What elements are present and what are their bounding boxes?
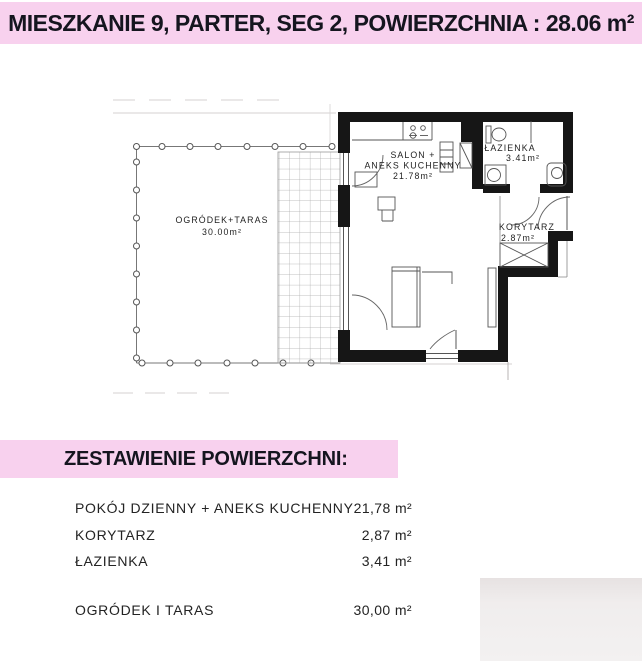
summary-row-label: KORYTARZ: [75, 527, 156, 543]
summary-heading: ZESTAWIENIE POWIERZCHNI:: [64, 447, 348, 470]
summary-row-value: 2,87 m²: [361, 527, 412, 543]
scan-shadow: [480, 578, 642, 661]
windows: [344, 153, 462, 359]
washbasin-icon: [485, 165, 506, 185]
salon-label-2: ANEKS KUCHENNY: [364, 160, 462, 171]
terrace-grid: [278, 152, 340, 363]
shaft-box: [500, 243, 548, 267]
summary-row-label: POKÓJ DZIENNY + ANEKS KUCHENNY: [75, 500, 354, 516]
corridor-area: 2.87m²: [501, 233, 535, 243]
salon-label-1: SALON +: [390, 150, 436, 160]
salon-furniture: [392, 267, 496, 327]
summary-row: [75, 527, 412, 543]
summary-row-value: 3,41 m²: [361, 553, 412, 569]
summary-row-label: OGRÓDEK I TARAS: [75, 602, 215, 618]
header-bar: [0, 2, 642, 44]
garden-area: 30.00m²: [202, 227, 242, 237]
door-arcs: [352, 155, 570, 349]
summary-row-label: ŁAZIENKA: [75, 553, 149, 569]
salon-area: 21.78m²: [393, 171, 433, 181]
summary-row-value: 21,78 m²: [353, 500, 413, 516]
summary-row-value: 30,00 m²: [353, 602, 412, 618]
bathroom-area: 3.41m²: [506, 153, 540, 163]
summary-bar: [0, 440, 398, 478]
summary-row: [75, 500, 412, 516]
bathroom-label: ŁAZIENKA: [484, 143, 536, 153]
summary-row: [75, 553, 412, 569]
summary-row: [75, 602, 412, 618]
page-title: MIESZKANIE 9, PARTER, SEG 2, POWIERZCHNIA : 28.06 m²: [8, 9, 634, 36]
corridor-label: KORYTARZ: [499, 222, 555, 232]
walls: [338, 112, 573, 362]
garden-label: OGRÓDEK+TARAS: [175, 215, 269, 225]
floor-plan: [100, 85, 592, 405]
toilet-icon: [486, 126, 491, 143]
